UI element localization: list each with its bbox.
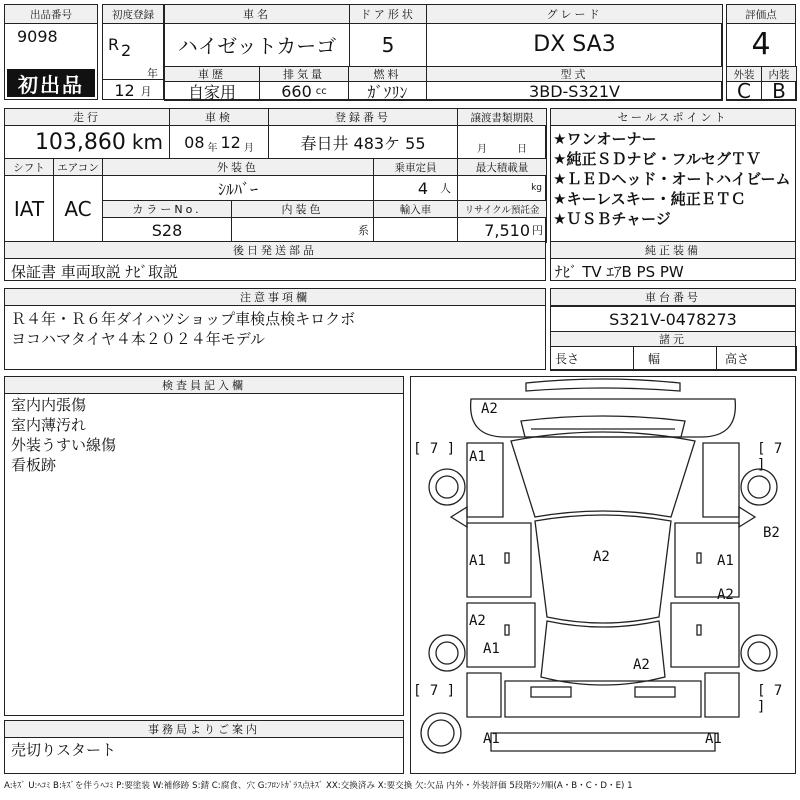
- reg-month-cell: [102, 79, 164, 101]
- score: 4: [726, 23, 796, 67]
- inspection-cell: [169, 125, 269, 159]
- transfer-label: 譲渡書類期限: [457, 108, 547, 126]
- mileage-unit: km: [131, 130, 163, 154]
- car-diagram: [411, 377, 795, 773]
- sales-point: ★ＵＳＢチャージ: [553, 210, 671, 228]
- inspection-month: 12: [220, 132, 241, 152]
- damage-mark: A1: [717, 553, 734, 569]
- ext-color-label: 外装色: [102, 158, 374, 176]
- displacement-cell: [259, 81, 349, 101]
- transfer-cell: [457, 125, 547, 159]
- later-parts-box: [4, 241, 546, 281]
- int-color-unit: 系: [358, 224, 369, 237]
- fuel-label: 燃料: [348, 66, 427, 82]
- chassis-number: S321V-0478273: [550, 306, 796, 332]
- damage-mark: A1: [705, 731, 722, 747]
- ext-grade: C: [726, 81, 762, 101]
- tire-tread-front-right: [ 7 ]: [757, 441, 783, 473]
- int-grade-label: 内装: [761, 66, 797, 82]
- recycle: 7,510: [484, 220, 530, 240]
- score-label: 評価点: [726, 4, 796, 24]
- damage-map-box: [410, 376, 796, 774]
- score-box: [726, 4, 796, 100]
- chassis-label: 車台番号: [550, 288, 796, 306]
- max-load-cell: [457, 175, 547, 201]
- inspector-line: 室内内張傷: [11, 396, 87, 414]
- office-note: 売切りスタート: [11, 741, 117, 759]
- later-parts-label: 後日発送部品: [4, 241, 546, 259]
- legend: A:ｷｽﾞ U:ﾍｺﾐ B:ｷｽﾞを伴うﾍｺﾐ P:要塗装 W:補修跡 S:錆 C:腐食、穴 G:ﾌﾛﾝﾄｶﾞﾗｽ点ｷｽﾞ XX:交換済み X:要交換 欠:欠品 内外・外装評価 5段階ﾗﾝｸ順(A・B・C・D・E) 1: [4, 781, 633, 791]
- height-label: 高さ: [725, 352, 750, 366]
- width-label: 幅: [648, 352, 661, 366]
- int-color-label: 内装色: [231, 200, 374, 218]
- transfer-month-unit: 月: [477, 144, 487, 155]
- width-cell: [633, 346, 717, 371]
- damage-mark: A1: [483, 641, 500, 657]
- damage-mark: A1: [483, 731, 500, 747]
- damage-mark: A2: [469, 613, 486, 629]
- reg-year: 2: [121, 41, 132, 60]
- ext-color: ｼﾙﾊﾞｰ: [102, 175, 374, 201]
- capacity-label: 乗車定員: [373, 158, 458, 176]
- reg-no: 春日井 483ケ 55: [268, 125, 458, 159]
- reg-year-unit: 年: [147, 67, 158, 80]
- era-mark: R: [108, 35, 120, 54]
- lot-number-box: [4, 4, 98, 100]
- ext-grade-label: 外装: [726, 66, 762, 82]
- office-label: 事務局よりご案内: [4, 720, 404, 738]
- fuel: ｶﾞｿﾘﾝ: [348, 81, 427, 101]
- damage-mark: A1: [469, 449, 486, 465]
- genuine-equipment-box: [550, 241, 796, 281]
- tire-tread-rear-left: [ 7 ]: [413, 683, 456, 699]
- doors: 5: [349, 23, 427, 67]
- length-label: 長さ: [555, 352, 580, 366]
- dims-label: 諸元: [550, 331, 796, 347]
- recycle-label: リサイクル預託金: [457, 200, 547, 218]
- reg-box: [102, 4, 164, 100]
- sales-points-label: セールスポイント: [550, 108, 796, 126]
- model: 3BD-S321V: [426, 81, 723, 101]
- height-cell: [716, 346, 797, 371]
- inspector-line: 看板跡: [11, 456, 57, 474]
- int-color-cell: [231, 217, 374, 243]
- max-load-unit: kg: [531, 183, 542, 193]
- inspection-label: 車検: [169, 108, 269, 126]
- history-label: 車歴: [164, 66, 260, 82]
- car-name-label: 車名: [164, 4, 350, 24]
- first-listing-badge: 初出品: [7, 69, 95, 97]
- car-info-box: [164, 4, 722, 100]
- tire-tread-front-left: [ 7 ]: [413, 441, 456, 457]
- car-name: ハイゼットカーゴ: [164, 23, 350, 67]
- import-label: 輸入車: [373, 200, 458, 218]
- history: 自家用: [164, 81, 260, 101]
- model-label: 型式: [426, 66, 723, 82]
- lot-number-label: 出品番号: [4, 4, 98, 24]
- genuine-equipment-label: 純正装備: [550, 241, 796, 259]
- max-load-label: 最大積載量: [457, 158, 547, 176]
- notes-box: [4, 288, 546, 370]
- damage-mark: A2: [593, 549, 610, 565]
- sales-point: ★キーレスキー・純正ＥＴＣ: [553, 190, 746, 208]
- inspector-label: 検査員記入欄: [4, 376, 404, 394]
- sales-point: ★ＬＥＤヘッド・オートハイビーム: [553, 170, 791, 188]
- damage-mark: A2: [633, 657, 650, 673]
- note-line: Ｒ４年・Ｒ６年ダイハツショップ車検点検キロクボ: [11, 310, 356, 328]
- damage-mark: A2: [717, 587, 734, 603]
- sales-point: ★純正ＳＤナビ・フルセグＴＶ: [553, 150, 761, 168]
- color-no-label: カラーNo.: [102, 200, 232, 218]
- damage-mark: A1: [469, 553, 486, 569]
- spec-box: [4, 108, 546, 242]
- lot-number: 9098: [17, 27, 58, 46]
- inspector-lines: [11, 395, 116, 475]
- mileage-label: 走行: [4, 108, 170, 126]
- later-parts: 保証書 車両取説 ﾅﾋﾞ取説: [11, 263, 179, 281]
- first-reg-label: 初度登録: [102, 4, 164, 24]
- reg-month: 12: [114, 81, 135, 100]
- damage-mark: B2: [763, 525, 780, 541]
- tire-tread-rear-right: [ 7 ]: [757, 683, 783, 715]
- inspector-line: 室内薄汚れ: [11, 416, 87, 434]
- sales-points-list: [553, 129, 791, 229]
- inspection-month-unit: 月: [243, 142, 254, 154]
- recycle-cell: [457, 217, 547, 243]
- grade: DX SA3: [426, 23, 723, 67]
- import-cell: [373, 217, 458, 243]
- grade-label: グレード: [426, 4, 723, 24]
- reg-month-unit: 月: [140, 84, 152, 98]
- shift-label: シフト: [4, 158, 54, 176]
- inspection-year: 08: [184, 132, 205, 152]
- genuine-equipment: ﾅﾋﾞ TV ｴｱB PS PW: [555, 263, 684, 281]
- note-line: ヨコハマタイヤ４本２０２４年モデル: [11, 330, 265, 348]
- inspector-box: [4, 376, 404, 716]
- notes-label: 注意事項欄: [4, 288, 546, 306]
- displacement-label: 排気量: [259, 66, 349, 82]
- displacement-unit: cc: [315, 85, 327, 97]
- reg-no-label: 登録番号: [268, 108, 458, 126]
- inspector-line: 外装うすい線傷: [11, 436, 117, 454]
- int-grade: B: [761, 81, 797, 101]
- capacity-cell: [373, 175, 458, 201]
- transfer-day-unit: 日: [517, 144, 527, 155]
- aircon: AC: [53, 175, 103, 243]
- capacity-unit: 人: [440, 182, 451, 195]
- recycle-unit: 円: [532, 224, 543, 237]
- aircon-label: エアコン: [53, 158, 103, 176]
- inspection-year-unit: 年: [207, 142, 218, 154]
- sales-point: ★ワンオーナー: [553, 130, 657, 148]
- displacement: 660: [281, 81, 312, 101]
- chassis-box: [550, 288, 796, 370]
- capacity: 4: [417, 178, 428, 198]
- office-box: [4, 720, 404, 774]
- mileage: 103,860: [34, 129, 126, 155]
- sales-points-box: [550, 108, 796, 242]
- shift: IAT: [4, 175, 54, 243]
- damage-mark: A2: [481, 401, 498, 417]
- door-label: ドア形状: [349, 4, 427, 24]
- notes-lines: [11, 309, 355, 349]
- length-cell: [550, 346, 634, 371]
- color-no: S28: [102, 217, 232, 243]
- mileage-cell: [4, 125, 170, 159]
